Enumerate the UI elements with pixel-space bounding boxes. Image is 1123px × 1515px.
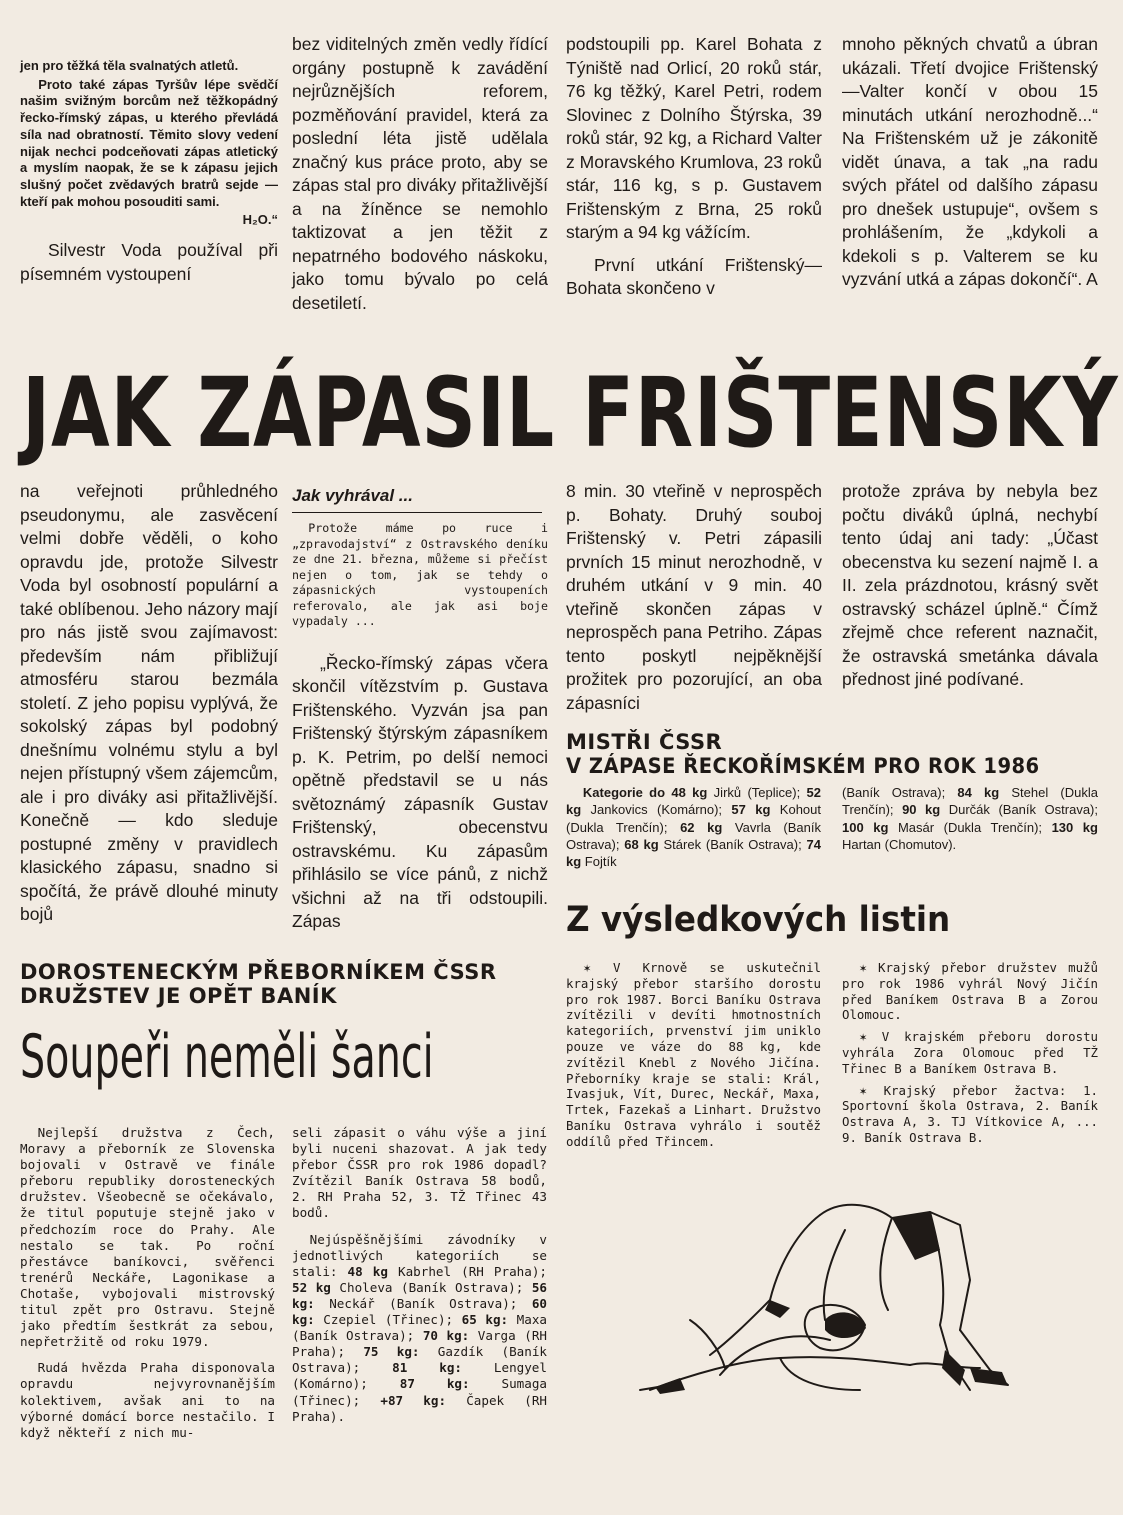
- weight-label: 87 kg:: [399, 1376, 470, 1392]
- main-headline: JAK ZÁPASIL FRIŠTENSKÝ: [22, 357, 1119, 469]
- result-entry: Varga (RH Praha);: [292, 1328, 547, 1360]
- tyrs-note: [20, 58, 278, 229]
- weight-label: 68 kg: [624, 836, 659, 852]
- mistri-right-list: [842, 784, 1098, 853]
- weight-label: 74 kg: [566, 836, 821, 870]
- middle-col-3: [566, 480, 822, 715]
- middle-quote: [292, 652, 548, 934]
- dorost-kicker: [20, 960, 497, 1008]
- result-entry: Czepiel (Třinec);: [314, 1312, 462, 1328]
- result-entry: Neckář (Baník Ostrava);: [314, 1295, 532, 1311]
- star-icon: ✶: [859, 960, 878, 975]
- weight-label: 75 kg:: [363, 1344, 420, 1360]
- top-col-4: [842, 33, 1098, 292]
- weight-label: Kategorie do 48 kg: [582, 785, 708, 800]
- middle-col-4-text: protože zpráva by nebyla bez počtu diváků úplná, nechybí tento údaj ani tady: „Účast obecenstva ku sezení najmě I. a II. zela prázdnotou, krásný svět ostravský scházel úplně.“ Čímž zřejmě chce referent naznačit, že ostravská smetánka dávala přednost jiné podívané.: [842, 481, 1098, 689]
- mistri-right: [842, 784, 1098, 855]
- middle-col-3-text: 8 min. 30 vteřině v neprospěch p. Bohaty. Druhý souboj Frištenský v. Petri zápasili prvních 15 minut nerozhodně, v druhém utkání v 9 min. 40 vteřině skončen zápas v neprospěch pana Petriho. Zápas tento poskytl nejpěknější prožitek pro pozorující, an oba zápasníci: [566, 481, 822, 713]
- weight-label: 52 kg: [292, 1279, 331, 1295]
- weight-label: 90 kg: [902, 802, 941, 818]
- result-entry: Lengyel (Komárno);: [292, 1360, 547, 1392]
- top-col-1-text: [20, 239, 278, 286]
- dorost-title: Soupeři neměli šanci: [20, 1022, 434, 1092]
- mistri-heading: [566, 730, 1075, 778]
- result-entry: Vavrla (Baník Ostrava);: [566, 819, 821, 852]
- top-col-2-text: bez viditelných změn vedly řídící orgány postupně k zavádění nejrůznějších reforem, pozměňování pravidel, která za poslední léta jistě udělala značný kus práce proto, aby se zápas stal pro diváky přitažlivější a na žíněnce se nemohlo taktizovat a jen těžit z nepatrného bodového náskoku, jako tomu bývalo po celá desetiletí.: [292, 34, 548, 313]
- middle-col-2: [292, 486, 548, 934]
- result-entry: (Baník Ostrava);: [842, 785, 958, 800]
- dorost-col-1-p1: Nejlepší družstva z Čech, Moravy a přeborník ze Slovenska bojovali v Ostravě ve finále přeboru republiky dorosteneckých družstev. Všeobecně se očekávalo, že titul poputuje stejně jako v předchozím roce do Prahy. Ale nestalo se tak. Po roční přestávce baníkovci, svěřenci trenérů Neckáře, Lagonikase a Chotaše, vybojovali mistrovský titul zpět pro Ostravu. Stejně jako předtím šestkrát za sebou, nepřetržitě od roku 1979.: [20, 1125, 275, 1350]
- weight-label: 60 kg:: [292, 1295, 547, 1328]
- result-entry: Kabrhel (RH Praha);: [387, 1263, 547, 1279]
- result-entry: Stárek (Baník Ostrava);: [658, 836, 807, 852]
- subhead-jak-vyhraval: Jak vyhrával ...: [292, 486, 413, 505]
- result-entry: Kohout (Dukla Trenčín);: [566, 802, 821, 835]
- mistri-left-list: [566, 784, 821, 870]
- dorost-col-1: [20, 1125, 275, 1443]
- tyrs-note-p2: Proto také zápas Tyršův lépe svědčí našim svižným borcům než těžkopádný řecko-římský zápas, u kterého převládá síla nad obratností. Těmito slovy vedení nijak nechci podceňovati zápas atletický a myslím naopak, že se k zápasu jejich slušný počet zvědavých bratrů sejde — kteří pak mohou posouditi sami.: [20, 76, 278, 209]
- result-entry: Sumaga (Třinec);: [292, 1376, 548, 1408]
- middle-quote-text: „Řecko-římský zápas včera skončil vítězstvím p. Gustava Frištenského. Vyzván jsa pan Frištenský štýrským zápasníkem p. K. Petrim, po delší nemoci opětně představil se u nás světoznámý zápasník Gustav Frištenský, obecenstvu ostravskému. Ku zápasům přihlásilo se více pánů, z nichž všichni až na tři odstoupili. Zápas: [292, 652, 548, 931]
- top-col-1: [20, 58, 278, 286]
- dorost-results-intro: Nejúspěšnějšími závodníky v jednotlivých kategoriích se stali:: [292, 1231, 547, 1279]
- result-entry: Hartan (Chomutov).: [842, 836, 957, 852]
- result-entry: Maxa (Baník Ostrava);: [292, 1312, 547, 1344]
- dorost-kicker-2: DRUŽSTEV JE OPĚT BANÍK: [20, 984, 337, 1008]
- star-icon: ✶: [859, 1082, 884, 1098]
- subhead-rule: [292, 512, 542, 513]
- vysledky-left: [566, 960, 821, 1152]
- dorost-col-2: [292, 1125, 547, 1427]
- weight-label: 100 kg: [842, 819, 889, 835]
- result-entry: Choleva (Baník Ostrava);: [330, 1279, 532, 1295]
- top-col-3: [566, 33, 822, 301]
- result-entry: Jirků (Teplice);: [707, 785, 807, 800]
- dorost-kicker-1: DOROSTENECKÝM PŘEBORNÍKEM ČSSR: [20, 960, 497, 984]
- result-entry: Stehel (Dukla Trenčín);: [842, 785, 1098, 818]
- mistri-title-2: V ZÁPASE ŘECKOŘÍMSKÉM PRO ROK 1986: [566, 754, 1040, 778]
- weight-label: 57 kg: [731, 802, 771, 818]
- wrestlers-illustration: [630, 1190, 1010, 1395]
- weight-label: 48 kg: [347, 1263, 388, 1279]
- weight-label: 84 kg: [957, 785, 1000, 800]
- tyrs-note-signature: H₂O.“: [242, 212, 278, 228]
- result-entry: Čapek (RH Praha).: [292, 1392, 548, 1424]
- middle-col-4: [842, 480, 1098, 692]
- weight-label: 65 kg:: [461, 1312, 509, 1328]
- dorost-col-1-p2: Rudá hvězda Praha disponovala opravdu nejvyrovnanějším kolektivem, avšak ani to na výborné domácí borce nestačilo. I když někteří z nich mu-: [20, 1360, 275, 1440]
- weight-label: 81 kg:: [392, 1360, 462, 1376]
- top-col-2: [292, 33, 548, 315]
- result-entry: Masár (Dukla Trenčín);: [888, 819, 1052, 835]
- star-icon: ✶: [583, 960, 613, 975]
- vysledky-right-1: ✶ Krajský přebor družstev mužů pro rok 1986 vyhrál Nový Jičín před Baníkem Ostrava B a Zorou Olomouc.: [842, 960, 1099, 1023]
- weight-label: 52 kg: [566, 785, 821, 818]
- result-entry: Durčák (Baník Ostrava);: [940, 802, 1098, 818]
- vysledky-right-3: ✶ Krajský přebor žactva: 1. Sportovní škola Ostrava, 2. Baník Ostrava A, 3. TJ Vítkovice A, ... 9. Baník Ostrava B.: [842, 1082, 1099, 1145]
- tyrs-note-p1: jen pro těžká těla svalnatých atletů.: [20, 58, 239, 73]
- weight-label: 56 kg:: [292, 1279, 547, 1311]
- middle-col-1: [20, 480, 278, 927]
- weight-label: 130 kg: [1051, 819, 1098, 835]
- weight-label: 70 kg:: [422, 1328, 470, 1344]
- result-entry: Gazdík (Baník Ostrava);: [292, 1344, 547, 1376]
- vysledky-right-2: ✶ V krajském přeboru dorostu vyhrála Zora Olomouc před TŽ Třinec B a Baníkem Ostrava B.: [842, 1029, 1098, 1076]
- middle-intro-text: Protože máme po ruce i „zpravodajství“ z Ostravského deníku ze dne 21. března, můžeme si přečíst nejen o tom, jak se tehdy o zápasnických vystoupeních referovalo, ale jak asi boje vypadaly ...: [292, 521, 548, 628]
- middle-intro: [292, 521, 548, 630]
- mistri-left: [566, 784, 821, 872]
- star-icon: ✶: [859, 1029, 882, 1045]
- top-col-3-p1: podstoupili pp. Karel Bohata z Týniště nad Orlicí, 20 roků stár, 76 kg těžký, Karel Petri, rodem Slovinec z Dolního Štýrska, 39 roků stár, 92 kg, a Richard Valter z Moravského Krumlova, 23 roků stár, 116 kg, s p. Gustavem Frištenským z Brna, 25 roků starým a 94 kg vážícím.: [566, 34, 822, 242]
- weight-label: +87 kg:: [380, 1392, 447, 1408]
- top-col-3-p2: První utkání Frištenský—Bohata skončeno v: [566, 254, 822, 298]
- dorost-results-list: [292, 1264, 547, 1424]
- top-col-1-tail: Silvestr Voda používal při písemném vystoupení: [20, 240, 278, 284]
- top-col-4-text: mnoho pěkných chvatů a úbran ukázali. Třetí dvojice Frištenský—Valter končí v obou 15 minutách utkání nerozhodně...“ Na Frištenském už je zákonitě vidět únava, a tak „na radu svých přátel od dalšího zápasu pro dnešek ustupuje“, ovšem s prohlášením, že „kdykoli a kdekoli s p. Valterem se ku vyzvání utká a zápas dokončí“. A: [842, 34, 1098, 289]
- vysledky-title: Z výsledkových listin: [566, 900, 951, 940]
- result-entry: Fojtík: [581, 854, 617, 870]
- weight-label: 62 kg: [680, 819, 723, 835]
- middle-col-1-text: na veřejnoti průhledného pseudonymu, ale zasvěcení velmi dobře věděli, o koho opravdu jde, protože Silvestr Voda byl osobností populární a také oblíbenou. Jeho názory mají pro nás jistě svou zajímavost: především nám přibližují atmosféru starou bezmála století. Z jeho popisu vyplývá, že sokolský zápas byl podobný dnešnímu volnému stylu a byl nejen přístupný všem zájemcům, ale i pro diváky asi přitažlivější. Konečně — kdo sleduje postupné změny v pravidlech klasického zápasu, snadno si spočítá, že právě dlouhé minuty bojů: [20, 481, 278, 924]
- vysledky-left-text: [566, 960, 821, 1150]
- dorost-col-2-p2: [292, 1232, 547, 1425]
- vysledky-right: [842, 960, 1098, 1148]
- dorost-col-2-p1: seli zápasit o váhu výše a jiní byli nuceni shazovat. A jak tedy přebor ČSSR pro rok 1986 dopadl? Zvítězil Baník Ostrava 58 bodů, 2. RH Praha 52, 3. TŽ Třinec 43 bodů.: [292, 1125, 547, 1221]
- vysledky-left-body: V Krnově se uskutečnil krajský přebor staršího dorostu pro rok 1987. Borci Baníku Ostrava zvítězili v devíti hmotnostních kategoriích, prvenství jim uniklo pouze ve váze do 88 kg, kde zvítězil Knebl z Nového Jičína. Přeborníky kraje se stali: Král, Ivasjuk, Vít, Durec, Neckář, Maxa, Trtek, Fazekaš a Linhart. Družstvo Baníku Ostrava vyhrálo i soutěž oddílů před Třincem.: [566, 960, 821, 1149]
- result-entry: Jankovics (Komárno);: [581, 802, 732, 818]
- mistri-title-1: MISTŘI ČSSR: [566, 730, 723, 754]
